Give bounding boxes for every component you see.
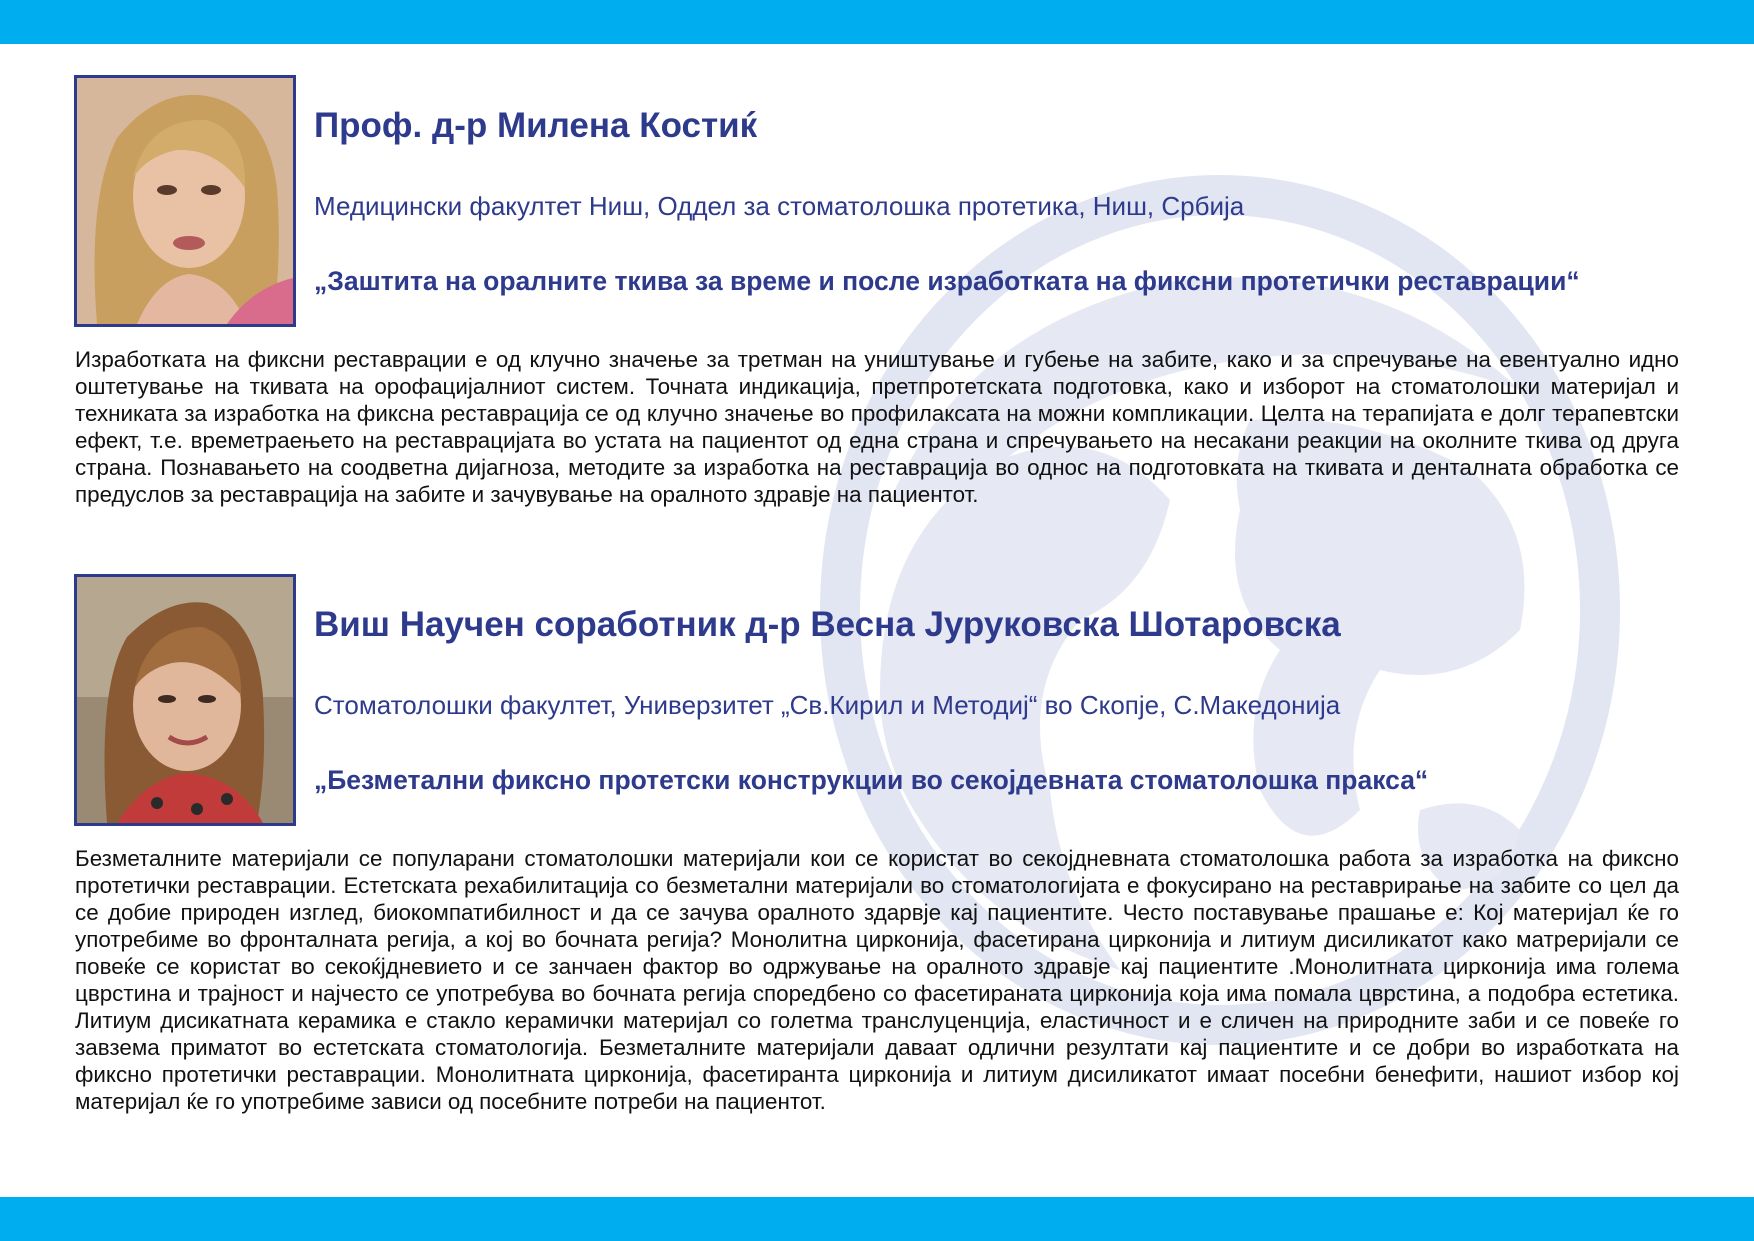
speaker-name: Проф. д-р Милена Костиќ: [314, 106, 758, 145]
talk-abstract: Изработката на фиксни реставрации е од клучно значење за третман на уништување и губење на забите, како и за спречување на евентуално идно оштетување на ткивата на орофацијалниот систем. Точната индикација, претпротетската подготовка, како и изборот на стоматолошки материјал и техниката за изработка на фиксна реставрација се од клучно значење во профилаксата на можни компликации. Целта на терапијата е долг терапевтски ефект, т.е. времетраењето на реставрацијата во устата на пациентот од една страна и спречувањето на несакани реакции на околните ткива од друга страна. Познавањето на соодветна дијагноза, методите за изработка на реставрација во однос на подготовката на ткивата и денталната обработка се предуслов за реставрација на забите и зачувување на оралното здравје на пациентот.: [75, 347, 1679, 507]
talk-title: „Заштита на оралните ткива за време и после изработката на фиксни протетички реставрации“: [314, 266, 1580, 296]
talk-title: „Безметални фиксно протетски конструкции во секојдевната стоматолошка пракса“: [314, 765, 1429, 795]
speaker-photo: [74, 574, 296, 826]
portrait-image-icon: [77, 577, 293, 823]
speaker-name: Виш Научен соработник д-р Весна Јуруковска Шотаровска: [314, 605, 1341, 644]
portrait-image-icon: [77, 78, 293, 324]
bottom-banner: [0, 1197, 1754, 1241]
talk-abstract: Безметалните материјали се популарани стоматолошки материјали кои се користат во секојдневната стоматолошка работа за изработка на фиксно протетички реставрации. Естетската рехабилитација со безметални материјали во стоматологијата е фокусирано на реставрирање на забите со цел да се добие природен изглед, биокомпатибилност и да се зачува оралното здарвје кај пациентите. Често поставување прашање е: Кој материјал ќе го употребиме во фронталната регија, а кој во бочната регија? Монолитна цирконија, фасетирана цирконија и литиум дисиликатот како матреријали се повеќе се користат во секоќјдневието и се занчаен фактор во одржување на оралното здравје кај пациентите .Монолитната цирконија има голема цврстина и трајност и најчесто се употребува во бочната регија споредбено со фасетираната цирконија која има помала цврстина, а подобра естетика. Литиум дисикатната керамика е стакло керамички материјал со голетма транслуценција, еластичност и е сличен на природните заби и се повеќе го завзема приматот во естетската стоматологија. Безметалните материјали даваат одлични резултати кај пациентите и се добри во изработката на фиксно протетички реставрации. Монолитната цирконија, фасетиранта цирконија и литиум дисиликатот имаат посебни бенефити, нашиот избор кој материјал ќе го употребиме зависи од посебните потреби на пациентот.: [75, 846, 1679, 1114]
top-banner: [0, 0, 1754, 44]
speaker-affiliation: Медицински факултет Ниш, Оддел за стоматолошка протетика, Ниш, Србија: [314, 191, 1245, 221]
speaker-affiliation: Стоматолошки факултет, Универзитет „Св.Кирил и Методиј“ во Скопје, С.Македонија: [314, 690, 1341, 720]
speaker-photo: [74, 75, 296, 327]
